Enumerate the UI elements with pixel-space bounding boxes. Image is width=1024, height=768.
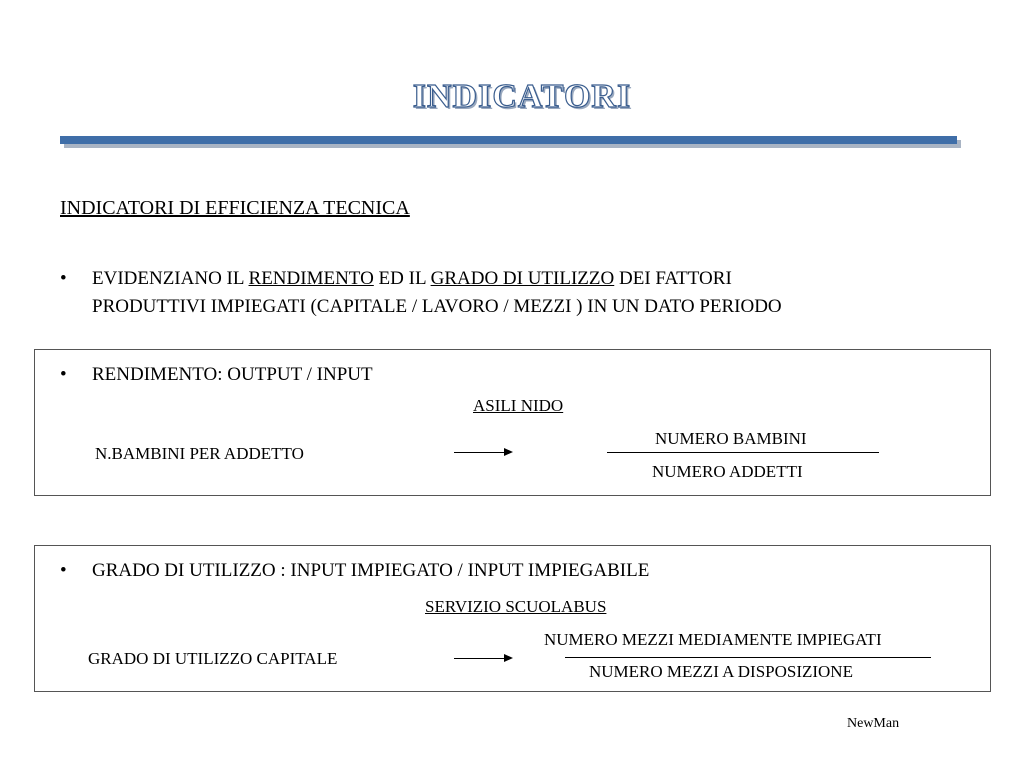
intro-text: DEI FATTORI	[614, 268, 732, 289]
grado-heading: GRADO DI UTILIZZO : INPUT IMPIEGATO / INPUT IMPIEGABILE	[92, 560, 650, 581]
intro-line-2: PRODUTTIVI IMPIEGATI (CAPITALE / LAVORO / MEZZI ) IN UN DATO PERIODO	[92, 296, 782, 317]
service-label: ASILI NIDO	[473, 396, 564, 415]
indicator-label: GRADO DI UTILIZZO CAPITALE	[88, 649, 338, 668]
fraction-denominator: NUMERO MEZZI A DISPOSIZIONE	[589, 662, 853, 681]
service-label: SERVIZIO SCUOLABUS	[425, 597, 607, 616]
fraction-numerator: NUMERO BAMBINI	[655, 429, 807, 448]
footer-credit: NewMan	[847, 716, 900, 731]
bullet-dot: •	[60, 268, 67, 289]
rendimento-box	[34, 349, 991, 496]
arrow-icon	[454, 452, 511, 453]
slide-title: INDICATORI	[412, 78, 632, 115]
fraction-numerator: NUMERO MEZZI MEDIAMENTE IMPIEGATI	[544, 630, 882, 649]
intro-term-rendimento: RENDIMENTO	[248, 268, 374, 289]
intro-term-grado: GRADO DI UTILIZZO	[430, 268, 615, 289]
intro-text: EVIDENZIANO IL	[92, 268, 249, 289]
arrow-icon	[454, 658, 511, 659]
intro-text: ED IL	[373, 268, 431, 289]
bullet-dot: •	[60, 364, 67, 385]
rendimento-heading: RENDIMENTO: OUTPUT / INPUT	[92, 364, 373, 385]
fraction-line	[607, 452, 879, 453]
fraction-line	[565, 657, 931, 658]
indicator-label: N.BAMBINI PER ADDETTO	[95, 444, 304, 463]
section-subtitle: INDICATORI DI EFFICIENZA TECNICA	[60, 197, 410, 219]
fraction-denominator: NUMERO ADDETTI	[652, 462, 803, 481]
bullet-dot: •	[60, 560, 67, 581]
title-rule	[60, 136, 957, 144]
grado-utilizzo-box	[34, 545, 991, 692]
intro-line-1	[92, 268, 732, 290]
